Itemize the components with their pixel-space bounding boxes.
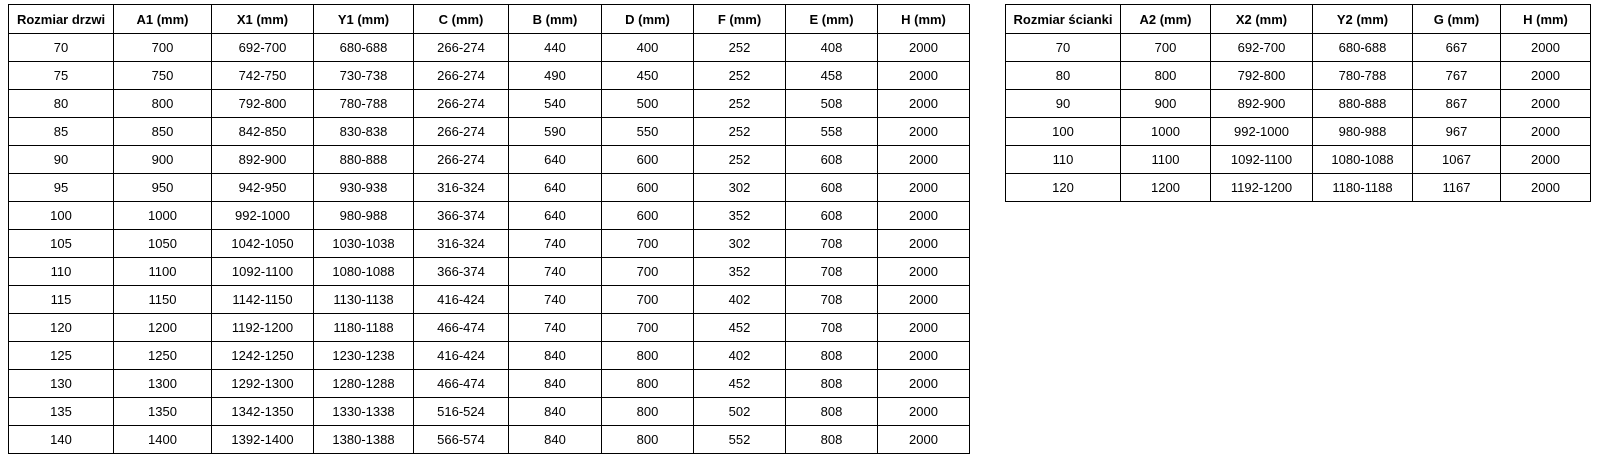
table-cell: 780-788: [314, 90, 414, 118]
table-cell: 1080-1088: [314, 258, 414, 286]
table-cell: 840: [509, 370, 602, 398]
table-cell: 502: [694, 398, 786, 426]
table-cell: 2000: [1501, 118, 1591, 146]
table-row: [9, 398, 970, 426]
table-cell: 840: [509, 426, 602, 454]
table-cell: 416-424: [414, 342, 509, 370]
table-cell: 558: [786, 118, 878, 146]
table-cell: 980-988: [1313, 118, 1413, 146]
table-cell: 792-800: [212, 90, 314, 118]
table-cell: 95: [9, 174, 114, 202]
table-cell: 700: [602, 258, 694, 286]
table-cell: 692-700: [1211, 34, 1313, 62]
table-row: [9, 34, 970, 62]
table-cell: 1300: [114, 370, 212, 398]
table-cell: 400: [602, 34, 694, 62]
column-header-4: C (mm): [414, 5, 509, 34]
table-cell: 100: [1006, 118, 1121, 146]
table-cell: 252: [694, 118, 786, 146]
column-header-2: X1 (mm): [212, 5, 314, 34]
table-cell: 808: [786, 398, 878, 426]
table-cell: 1350: [114, 398, 212, 426]
column-header-1: A2 (mm): [1121, 5, 1211, 34]
table-cell: 450: [602, 62, 694, 90]
table-cell: 80: [1006, 62, 1121, 90]
table-cell: 842-850: [212, 118, 314, 146]
table-cell: 2000: [878, 258, 970, 286]
table-cell: 700: [602, 314, 694, 342]
table-cell: 608: [786, 146, 878, 174]
table-cell: 708: [786, 258, 878, 286]
table-cell: 516-524: [414, 398, 509, 426]
table-cell: 708: [786, 230, 878, 258]
table-cell: 90: [1006, 90, 1121, 118]
table-cell: 800: [602, 398, 694, 426]
table-cell: 900: [1121, 90, 1211, 118]
table-cell: 115: [9, 286, 114, 314]
doors-dimensions-table: [8, 4, 970, 454]
table-row: [9, 62, 970, 90]
table-row: [1006, 174, 1591, 202]
table-cell: 2000: [1501, 90, 1591, 118]
table-cell: 740: [509, 258, 602, 286]
table-cell: 708: [786, 286, 878, 314]
table-cell: 600: [602, 146, 694, 174]
table-cell: 590: [509, 118, 602, 146]
table-cell: 1067: [1413, 146, 1501, 174]
table-cell: 700: [1121, 34, 1211, 62]
table-row: [9, 230, 970, 258]
table-cell: 1080-1088: [1313, 146, 1413, 174]
table-cell: 708: [786, 314, 878, 342]
table-cell: 892-900: [1211, 90, 1313, 118]
table-cell: 750: [114, 62, 212, 90]
table-cell: 892-900: [212, 146, 314, 174]
table-cell: 942-950: [212, 174, 314, 202]
table-cell: 70: [9, 34, 114, 62]
table-cell: 252: [694, 62, 786, 90]
table-cell: 667: [1413, 34, 1501, 62]
table-cell: 110: [1006, 146, 1121, 174]
table-cell: 1400: [114, 426, 212, 454]
table-cell: 1250: [114, 342, 212, 370]
table-cell: 1000: [114, 202, 212, 230]
table-cell: 135: [9, 398, 114, 426]
table-cell: 140: [9, 426, 114, 454]
table-cell: 120: [1006, 174, 1121, 202]
table-row: [1006, 34, 1591, 62]
table-cell: 992-1000: [1211, 118, 1313, 146]
table-cell: 1242-1250: [212, 342, 314, 370]
table-cell: 700: [602, 230, 694, 258]
table-cell: 105: [9, 230, 114, 258]
table-cell: 608: [786, 202, 878, 230]
table-cell: 600: [602, 174, 694, 202]
table-cell: 1380-1388: [314, 426, 414, 454]
table-cell: 608: [786, 174, 878, 202]
table-cell: 2000: [1501, 62, 1591, 90]
table-cell: 402: [694, 342, 786, 370]
table-cell: 640: [509, 146, 602, 174]
table-cell: 70: [1006, 34, 1121, 62]
table-row: [1006, 118, 1591, 146]
table-cell: 1200: [114, 314, 212, 342]
table-cell: 680-688: [1313, 34, 1413, 62]
column-header-4: G (mm): [1413, 5, 1501, 34]
table-row: [9, 90, 970, 118]
table-cell: 500: [602, 90, 694, 118]
table-cell: 490: [509, 62, 602, 90]
table-cell: 880-888: [1313, 90, 1413, 118]
table-cell: 2000: [878, 342, 970, 370]
table-cell: 452: [694, 370, 786, 398]
column-header-0: Rozmiar ścianki: [1006, 5, 1121, 34]
table-cell: 1167: [1413, 174, 1501, 202]
table-cell: 252: [694, 90, 786, 118]
table-cell: 2000: [878, 286, 970, 314]
table-cell: 780-788: [1313, 62, 1413, 90]
table-cell: 1280-1288: [314, 370, 414, 398]
table-cell: 800: [602, 342, 694, 370]
table-cell: 600: [602, 202, 694, 230]
table-cell: 867: [1413, 90, 1501, 118]
table-cell: 800: [114, 90, 212, 118]
table-cell: 466-474: [414, 370, 509, 398]
table-cell: 900: [114, 146, 212, 174]
table-cell: 1192-1200: [212, 314, 314, 342]
table-cell: 967: [1413, 118, 1501, 146]
table-cell: 540: [509, 90, 602, 118]
walls-table-body: [1006, 34, 1591, 202]
table-row: [9, 146, 970, 174]
table-cell: 416-424: [414, 286, 509, 314]
walls-dimensions-table-container: [1005, 4, 1591, 202]
table-cell: 1042-1050: [212, 230, 314, 258]
table-row: [1006, 62, 1591, 90]
table-cell: 302: [694, 174, 786, 202]
table-header-row: [9, 5, 970, 34]
table-cell: 466-474: [414, 314, 509, 342]
table-cell: 125: [9, 342, 114, 370]
table-cell: 2000: [878, 174, 970, 202]
table-cell: 1392-1400: [212, 426, 314, 454]
table-cell: 1030-1038: [314, 230, 414, 258]
table-row: [9, 314, 970, 342]
table-cell: 730-738: [314, 62, 414, 90]
table-cell: 266-274: [414, 118, 509, 146]
table-cell: 980-988: [314, 202, 414, 230]
table-cell: 452: [694, 314, 786, 342]
table-cell: 2000: [878, 90, 970, 118]
table-cell: 2000: [878, 398, 970, 426]
table-cell: 1000: [1121, 118, 1211, 146]
table-cell: 252: [694, 146, 786, 174]
table-cell: 800: [602, 370, 694, 398]
table-cell: 402: [694, 286, 786, 314]
table-cell: 830-838: [314, 118, 414, 146]
table-cell: 440: [509, 34, 602, 62]
table-cell: 742-750: [212, 62, 314, 90]
table-cell: 640: [509, 202, 602, 230]
table-cell: 85: [9, 118, 114, 146]
column-header-5: H (mm): [1501, 5, 1591, 34]
column-header-1: A1 (mm): [114, 5, 212, 34]
table-cell: 1100: [114, 258, 212, 286]
table-cell: 850: [114, 118, 212, 146]
table-cell: 366-374: [414, 258, 509, 286]
table-row: [1006, 146, 1591, 174]
table-cell: 352: [694, 258, 786, 286]
table-cell: 508: [786, 90, 878, 118]
column-header-6: D (mm): [602, 5, 694, 34]
column-header-2: X2 (mm): [1211, 5, 1313, 34]
table-cell: 808: [786, 370, 878, 398]
table-row: [9, 258, 970, 286]
table-cell: 930-938: [314, 174, 414, 202]
table-cell: 1230-1238: [314, 342, 414, 370]
table-cell: 767: [1413, 62, 1501, 90]
table-cell: 2000: [878, 370, 970, 398]
table-cell: 458: [786, 62, 878, 90]
table-cell: 1200: [1121, 174, 1211, 202]
table-cell: 1092-1100: [1211, 146, 1313, 174]
table-cell: 840: [509, 398, 602, 426]
table-cell: 2000: [878, 62, 970, 90]
table-cell: 316-324: [414, 174, 509, 202]
table-cell: 950: [114, 174, 212, 202]
table-cell: 800: [1121, 62, 1211, 90]
walls-table-header: [1006, 5, 1591, 34]
table-cell: 302: [694, 230, 786, 258]
table-cell: 552: [694, 426, 786, 454]
table-cell: 692-700: [212, 34, 314, 62]
table-cell: 352: [694, 202, 786, 230]
table-row: [9, 202, 970, 230]
walls-dimensions-table: [1005, 4, 1591, 202]
table-cell: 2000: [878, 146, 970, 174]
table-cell: 800: [602, 426, 694, 454]
table-cell: 550: [602, 118, 694, 146]
table-cell: 1142-1150: [212, 286, 314, 314]
table-cell: 840: [509, 342, 602, 370]
table-cell: 110: [9, 258, 114, 286]
table-cell: 266-274: [414, 146, 509, 174]
table-cell: 2000: [878, 34, 970, 62]
table-cell: 2000: [878, 230, 970, 258]
table-cell: 408: [786, 34, 878, 62]
table-cell: 2000: [878, 202, 970, 230]
doors-table-body: [9, 34, 970, 454]
table-cell: 1130-1138: [314, 286, 414, 314]
table-cell: 1330-1338: [314, 398, 414, 426]
table-cell: 366-374: [414, 202, 509, 230]
table-cell: 1180-1188: [1313, 174, 1413, 202]
column-header-3: Y2 (mm): [1313, 5, 1413, 34]
column-header-5: B (mm): [509, 5, 602, 34]
table-cell: 80: [9, 90, 114, 118]
doors-table-header: [9, 5, 970, 34]
table-cell: 566-574: [414, 426, 509, 454]
table-cell: 75: [9, 62, 114, 90]
table-row: [9, 118, 970, 146]
table-cell: 266-274: [414, 34, 509, 62]
table-cell: 2000: [878, 426, 970, 454]
table-cell: 100: [9, 202, 114, 230]
table-cell: 266-274: [414, 90, 509, 118]
table-cell: 1050: [114, 230, 212, 258]
doors-dimensions-table-container: [8, 4, 970, 454]
table-cell: 1180-1188: [314, 314, 414, 342]
table-cell: 792-800: [1211, 62, 1313, 90]
table-cell: 1192-1200: [1211, 174, 1313, 202]
column-header-8: E (mm): [786, 5, 878, 34]
column-header-9: H (mm): [878, 5, 970, 34]
table-row: [9, 370, 970, 398]
table-cell: 700: [602, 286, 694, 314]
table-cell: 266-274: [414, 62, 509, 90]
table-header-row: [1006, 5, 1591, 34]
table-cell: 1100: [1121, 146, 1211, 174]
table-cell: 2000: [1501, 174, 1591, 202]
table-cell: 1342-1350: [212, 398, 314, 426]
table-cell: 700: [114, 34, 212, 62]
table-cell: 1150: [114, 286, 212, 314]
column-header-0: Rozmiar drzwi: [9, 5, 114, 34]
table-cell: 2000: [878, 314, 970, 342]
table-row: [9, 174, 970, 202]
table-cell: 120: [9, 314, 114, 342]
table-cell: 740: [509, 230, 602, 258]
column-header-3: Y1 (mm): [314, 5, 414, 34]
table-cell: 740: [509, 314, 602, 342]
table-cell: 90: [9, 146, 114, 174]
table-cell: 880-888: [314, 146, 414, 174]
table-cell: 316-324: [414, 230, 509, 258]
table-cell: 2000: [1501, 34, 1591, 62]
table-row: [1006, 90, 1591, 118]
table-cell: 1092-1100: [212, 258, 314, 286]
table-cell: 2000: [1501, 146, 1591, 174]
table-cell: 808: [786, 426, 878, 454]
table-cell: 130: [9, 370, 114, 398]
table-cell: 1292-1300: [212, 370, 314, 398]
table-cell: 808: [786, 342, 878, 370]
table-cell: 2000: [878, 118, 970, 146]
table-cell: 640: [509, 174, 602, 202]
table-row: [9, 342, 970, 370]
table-row: [9, 426, 970, 454]
column-header-7: F (mm): [694, 5, 786, 34]
table-cell: 252: [694, 34, 786, 62]
table-cell: 680-688: [314, 34, 414, 62]
table-cell: 992-1000: [212, 202, 314, 230]
table-cell: 740: [509, 286, 602, 314]
table-row: [9, 286, 970, 314]
